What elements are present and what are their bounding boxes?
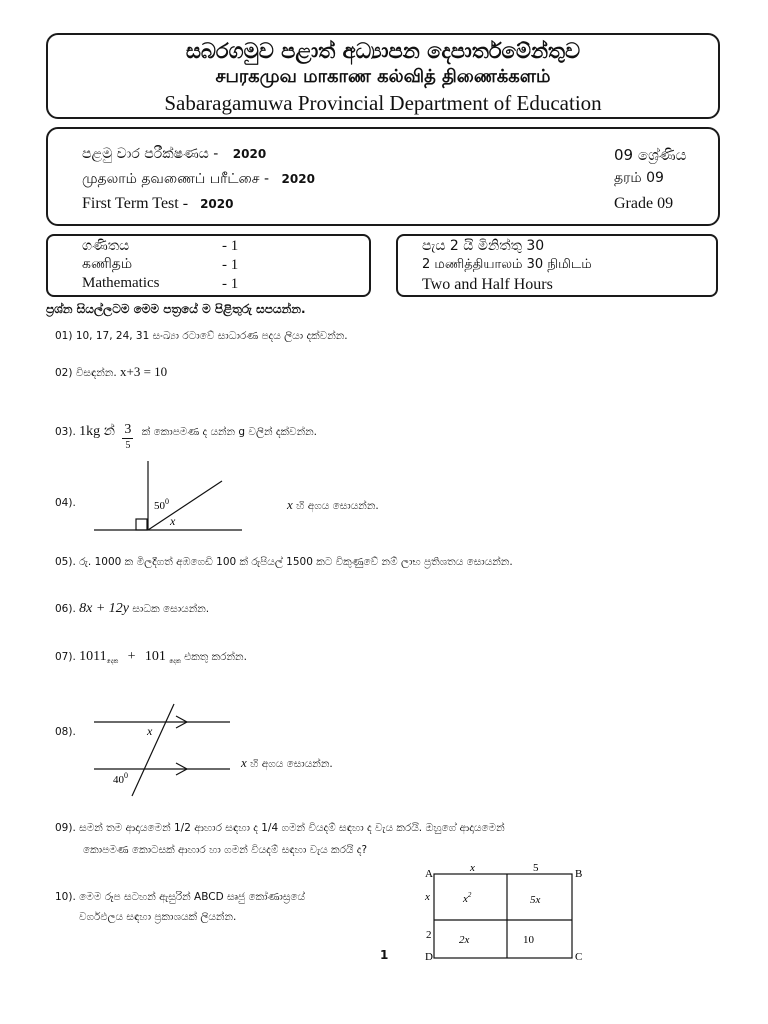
binary-number-2: 101 (144, 649, 166, 664)
transversal-line (132, 704, 174, 796)
left-label-2: 2 (426, 929, 432, 941)
right-angle-mark (136, 519, 147, 530)
question-number: 06). (55, 603, 76, 615)
question-number: 01) (55, 330, 73, 342)
fraction-numerator: 3 (124, 422, 132, 437)
angle-x-label: x (170, 514, 176, 528)
exam-english-label (82, 195, 233, 213)
top-label-5: 5 (533, 862, 539, 874)
question-05 (55, 556, 513, 569)
corner-a: A (425, 868, 433, 880)
exam-sinhala-label (82, 146, 266, 162)
header-box (46, 33, 720, 119)
left-label-x: x (425, 891, 430, 903)
question-number: 09). (55, 822, 76, 834)
exam-tamil-label (82, 171, 315, 189)
question-04 (55, 497, 76, 509)
paper-number-2: - 1 (222, 257, 239, 273)
cell-x-squared: $x^2$ (463, 891, 472, 905)
time-tamil: 2 மணித்தியாலம் 30 நிமிடம் (422, 257, 592, 272)
fraction-denominator: 5 (125, 440, 131, 451)
angle-label: $50^0$ (154, 497, 169, 512)
question-text: ක් කොපමණ ද යන්න g වලින් දක්වන්න. (141, 426, 317, 438)
exam-year: 2020 (232, 147, 267, 161)
subject-tamil: கணிதம் (82, 256, 133, 272)
question-number: 03). (55, 426, 76, 438)
angle-diagram-q04 (90, 455, 250, 535)
question-text-line1: සමන් තම ආදායමෙන් 1/2 ආහාර සඳහා ද 1/4 ගමන් වියදම් සඳහා ද වැය කරයි. ඔහුගේ ආදායමෙන් (79, 822, 505, 834)
subject-sinhala: ගණිතය (82, 238, 130, 254)
question-09-line2 (83, 844, 367, 857)
question-03 (55, 422, 317, 451)
question-text: හි අගය සොයන්න. (250, 758, 333, 770)
question-number: 10). (55, 891, 76, 903)
variable-x: x (241, 755, 247, 770)
cell-2x: 2x (459, 934, 470, 946)
cell-5x: 5x (530, 894, 541, 906)
plus-sign: + (127, 649, 136, 664)
binary-number-1: 1011 (79, 649, 107, 664)
question-02 (55, 364, 167, 380)
base-label-1: දෙක (106, 658, 119, 666)
question-text: රු. 1000 ක මිලදීගත් අඹගෙඩි 100 ක් රුපියල් 1500 කට විකුණුවේ නම් ලාභ ප්‍රතිශතය සොයන්න. (79, 556, 513, 568)
question-number: 07). (55, 651, 76, 663)
question-06 (55, 601, 209, 617)
question-08 (55, 726, 76, 738)
exam-box (46, 127, 720, 226)
paper-number-1: - 1 (222, 238, 239, 254)
question-number: 05). (55, 556, 76, 568)
variable-x: x (287, 497, 293, 512)
corner-c: C (575, 951, 583, 963)
quantity: 1kg න් (79, 424, 116, 439)
question-number: 02) (55, 367, 73, 379)
top-label-x: x (470, 862, 475, 874)
corner-b: B (575, 868, 583, 880)
question-text-line2: කොපමණ කොටසක් ආහාර හා ගමන් වියදම් සඳහා වැය කරයි ද? (83, 844, 368, 856)
exam-year: 2020 (200, 197, 234, 211)
paper-number-3: - 1 (222, 276, 239, 292)
header-english: Sabaragamuwa Provincial Department of Education (164, 91, 602, 115)
rectangle-diagram-q10 (420, 860, 590, 968)
question-text: හි අගය සොයන්න. (296, 500, 379, 512)
corner-d: D (425, 951, 433, 963)
angle-label: $40^0$ (113, 771, 128, 786)
base-label-2: දෙක (169, 658, 181, 666)
question-text-line2: වර්ගඵලය සඳහා ප්‍රකාශයක් ලියන්න. (79, 911, 237, 923)
cell-10: 10 (523, 934, 534, 946)
question-04-text (287, 497, 379, 513)
page-number: 1 (380, 948, 389, 962)
instruction-text: ප්‍රශ්න සියල්ලටම මෙම පත්‍රයේ ම පිළිතුරු සපයන්න. (46, 302, 306, 316)
exam-year: 2020 (281, 172, 315, 186)
time-box (396, 234, 718, 297)
question-text: විසඳන්න. (75, 367, 117, 379)
header-tamil: சபரகமுவ மாகாண கல்வித் திணைக்களம் (215, 66, 551, 87)
grade-tamil: தரம் 09 (614, 170, 664, 186)
grade-sinhala: 09 ශ්‍රේණිය (614, 146, 687, 164)
header-sinhala: සබරගමුව පළාත් අධ්‍යාපන දෙපාර්තමේන්තුව (185, 39, 581, 63)
parallel-lines-diagram-q08 (90, 700, 240, 800)
question-07 (55, 649, 247, 666)
question-number: 08). (55, 726, 76, 738)
question-text: එකතු කරන්න. (184, 651, 247, 663)
rectangle-abcd (434, 874, 572, 958)
question-10 (55, 891, 305, 904)
question-number: 04). (55, 497, 76, 509)
question-text-line1: මෙම රූප සටහන් ඇසුරින් ABCD සෘජු කෝණාස්‍රයේ (79, 891, 306, 903)
question-08-text (241, 755, 333, 771)
grade-english: Grade 09 (614, 195, 674, 212)
question-01 (55, 330, 348, 343)
question-09 (55, 822, 505, 835)
exam-english-text: First Term Test - (82, 195, 189, 212)
question-text: 10, 17, 24, 31 සංඛ්‍යා රටාවේ සාධාරණ පදය ලියා දක්වන්න. (75, 330, 348, 342)
fraction (118, 422, 138, 451)
question-10-line2 (79, 911, 236, 924)
exam-sinhala-text: පළමු වාර පරීක්ෂණය - (82, 146, 219, 162)
equation: x+3 = 10 (120, 364, 168, 379)
expression: 8x + 12y (79, 601, 130, 616)
time-english: Two and Half Hours (422, 276, 553, 293)
time-sinhala: පැය 2 යි මිනිත්තු 30 (422, 238, 545, 254)
subject-box (46, 234, 371, 297)
question-text: සාධක සොයන්න. (132, 603, 210, 615)
subject-english: Mathematics (82, 275, 160, 291)
exam-tamil-text: முதலாம் தவணைப் பரீட்சை - (82, 171, 270, 187)
angle-x-label: x (147, 724, 153, 738)
